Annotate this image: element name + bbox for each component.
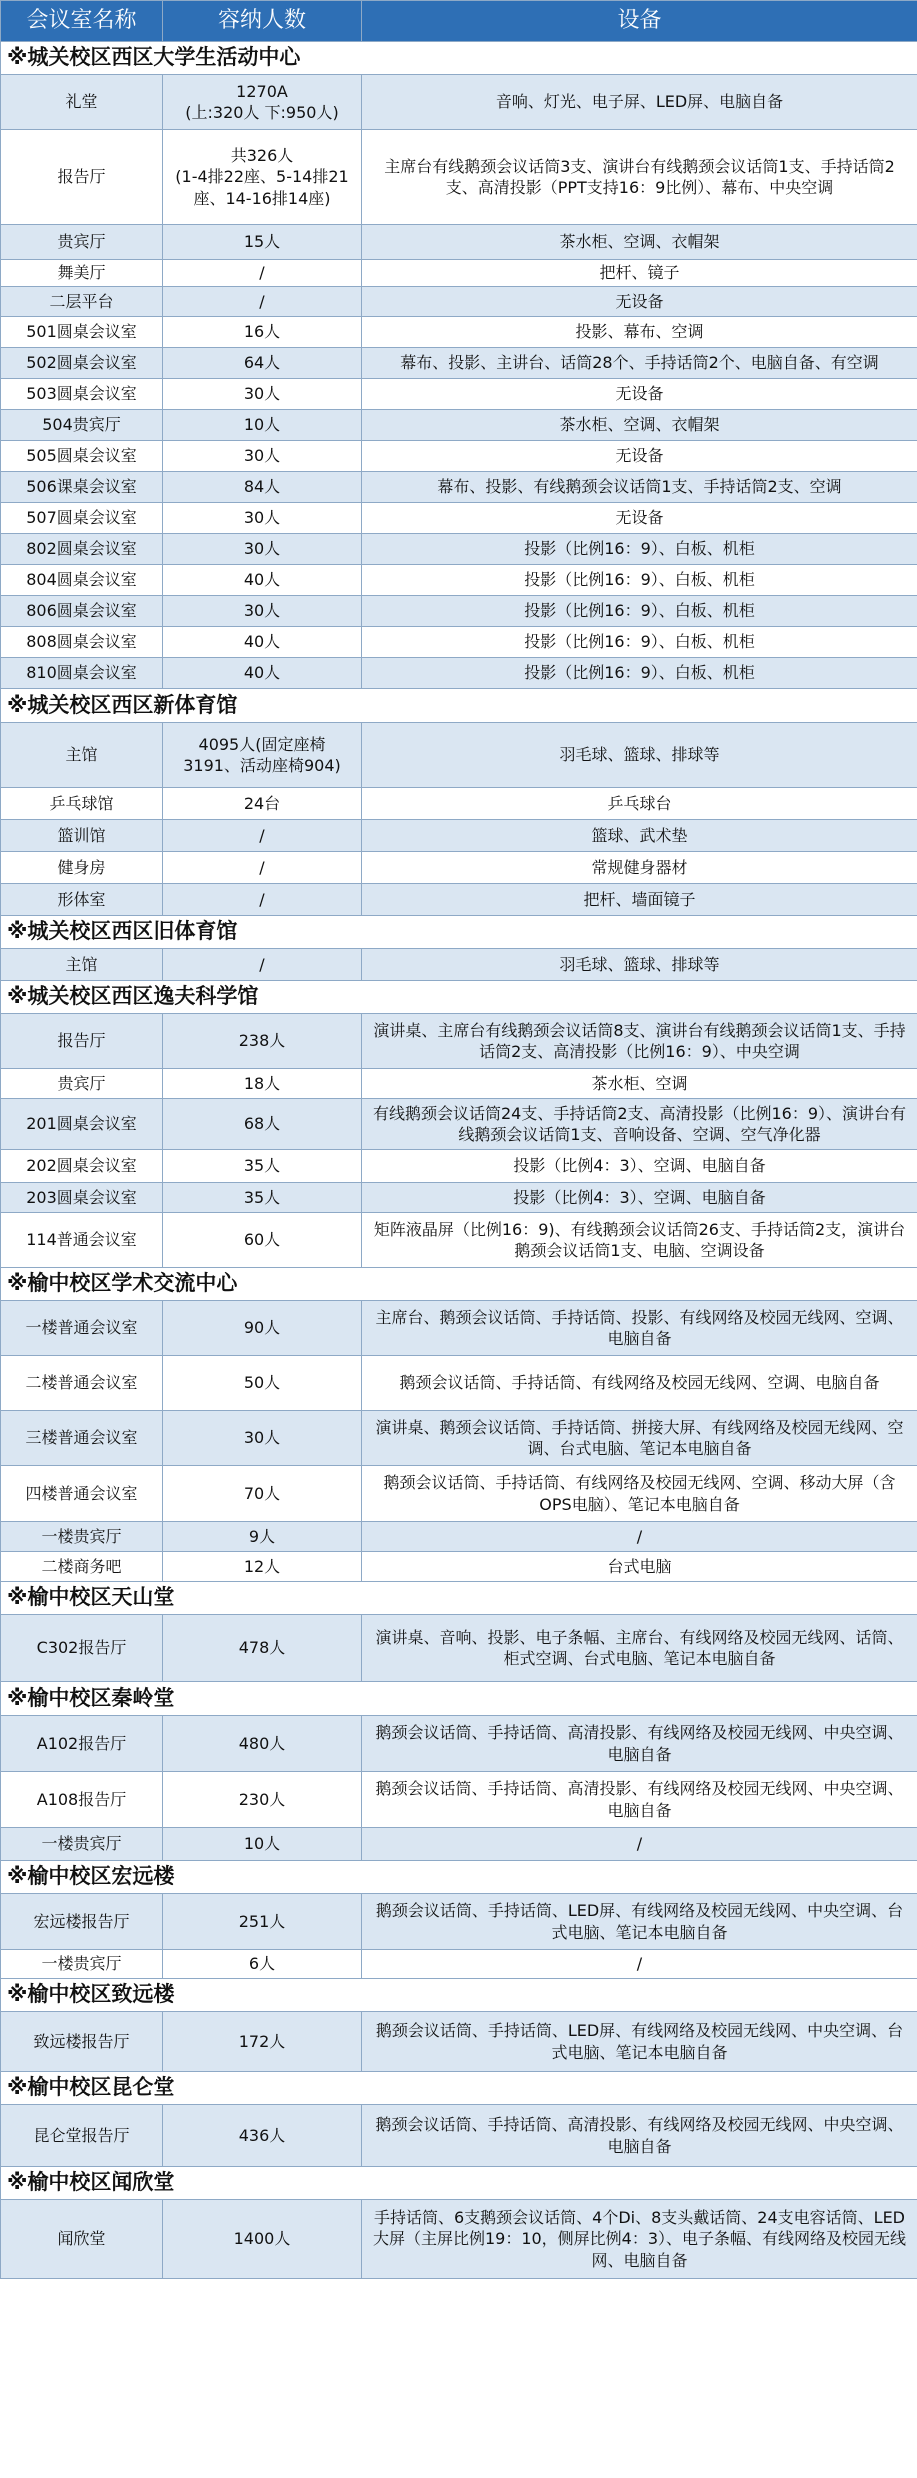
capacity-cell: 18人 bbox=[163, 1069, 362, 1099]
header-equipment: 设备 bbox=[362, 1, 917, 42]
room-name-cell: 主馆 bbox=[1, 949, 163, 981]
room-name-cell: 一楼普通会议室 bbox=[1, 1301, 163, 1356]
capacity-cell: / bbox=[163, 260, 362, 287]
table-row bbox=[1, 1069, 917, 1099]
capacity-cell: 68人 bbox=[163, 1099, 362, 1150]
capacity-cell: 15人 bbox=[163, 225, 362, 260]
capacity-cell: 35人 bbox=[163, 1183, 362, 1213]
table-row bbox=[1, 1950, 917, 1979]
equipment-cell: 把杆、墙面镜子 bbox=[362, 884, 917, 916]
table-row bbox=[1, 472, 917, 503]
equipment-cell: 乒乓球台 bbox=[362, 788, 917, 820]
room-name-cell: 篮训馆 bbox=[1, 820, 163, 852]
capacity-cell: 480人 bbox=[163, 1716, 362, 1772]
equipment-cell: 鹅颈会议话筒、手持话筒、有线网络及校园无线网、空调、电脑自备 bbox=[362, 1356, 917, 1411]
room-name-cell: 报告厅 bbox=[1, 130, 163, 225]
table-row bbox=[1, 2012, 917, 2072]
table-row bbox=[1, 949, 917, 981]
section-header-row bbox=[1, 42, 917, 75]
equipment-cell: 无设备 bbox=[362, 503, 917, 534]
room-name-cell: 闻欣堂 bbox=[1, 2200, 163, 2279]
capacity-cell: / bbox=[163, 852, 362, 884]
capacity-cell: 35人 bbox=[163, 1150, 362, 1183]
table-row bbox=[1, 503, 917, 534]
header-row bbox=[1, 1, 917, 42]
room-name-cell: 贵宾厅 bbox=[1, 1069, 163, 1099]
equipment-cell: 主席台、鹅颈会议话筒、手持话筒、投影、有线网络及校园无线网、空调、电脑自备 bbox=[362, 1301, 917, 1356]
capacity-cell: 30人 bbox=[163, 441, 362, 472]
table-row bbox=[1, 260, 917, 287]
equipment-cell: / bbox=[362, 1522, 917, 1552]
room-name-cell: 808圆桌会议室 bbox=[1, 627, 163, 658]
equipment-cell: 无设备 bbox=[362, 379, 917, 410]
section-header-row bbox=[1, 1861, 917, 1894]
equipment-cell: 茶水柜、空调 bbox=[362, 1069, 917, 1099]
section-title: ※榆中校区昆仑堂 bbox=[1, 2072, 917, 2105]
table-row bbox=[1, 788, 917, 820]
equipment-cell: 鹅颈会议话筒、手持话筒、高清投影、有线网络及校园无线网、中央空调、电脑自备 bbox=[362, 2105, 917, 2167]
table-row bbox=[1, 1894, 917, 1950]
room-name-cell: A108报告厅 bbox=[1, 1772, 163, 1828]
table-row bbox=[1, 1466, 917, 1522]
table-row bbox=[1, 1183, 917, 1213]
capacity-cell: / bbox=[163, 884, 362, 916]
equipment-cell: 鹅颈会议话筒、手持话筒、LED屏、有线网络及校园无线网、中央空调、台式电脑、笔记本电脑自备 bbox=[362, 1894, 917, 1950]
equipment-cell: 鹅颈会议话筒、手持话筒、LED屏、有线网络及校园无线网、中央空调、台式电脑、笔记本电脑自备 bbox=[362, 2012, 917, 2072]
room-name-cell: 贵宾厅 bbox=[1, 225, 163, 260]
table-row bbox=[1, 1615, 917, 1682]
section-header-row bbox=[1, 1682, 917, 1716]
equipment-cell: 无设备 bbox=[362, 441, 917, 472]
capacity-cell: 1400人 bbox=[163, 2200, 362, 2279]
table-row bbox=[1, 1356, 917, 1411]
table-row bbox=[1, 379, 917, 410]
table-row bbox=[1, 565, 917, 596]
section-title: ※榆中校区秦岭堂 bbox=[1, 1682, 917, 1716]
equipment-cell: 投影（比例16：9）、白板、机柜 bbox=[362, 565, 917, 596]
table-row bbox=[1, 723, 917, 788]
table-row bbox=[1, 534, 917, 565]
capacity-cell: 4095人(固定座椅3191、活动座椅904) bbox=[163, 723, 362, 788]
table-row bbox=[1, 287, 917, 317]
equipment-cell: / bbox=[362, 1950, 917, 1979]
capacity-cell: 30人 bbox=[163, 596, 362, 627]
section-title: ※城关校区西区新体育馆 bbox=[1, 689, 917, 723]
equipment-cell: 投影（比例16：9）、白板、机柜 bbox=[362, 534, 917, 565]
section-title: ※榆中校区学术交流中心 bbox=[1, 1268, 917, 1301]
section-header-row bbox=[1, 981, 917, 1014]
room-name-cell: 505圆桌会议室 bbox=[1, 441, 163, 472]
room-name-cell: 舞美厅 bbox=[1, 260, 163, 287]
capacity-cell: 172人 bbox=[163, 2012, 362, 2072]
room-name-cell: 802圆桌会议室 bbox=[1, 534, 163, 565]
capacity-cell: 30人 bbox=[163, 534, 362, 565]
capacity-cell: 90人 bbox=[163, 1301, 362, 1356]
table-row bbox=[1, 1552, 917, 1582]
section-header-row bbox=[1, 1582, 917, 1615]
capacity-cell: 24台 bbox=[163, 788, 362, 820]
table-body bbox=[1, 42, 917, 2279]
capacity-cell: 9人 bbox=[163, 1522, 362, 1552]
capacity-cell: 436人 bbox=[163, 2105, 362, 2167]
equipment-cell: 演讲桌、鹅颈会议话筒、手持话筒、拼接大屏、有线网络及校园无线网、空调、台式电脑、笔记本电脑自备 bbox=[362, 1411, 917, 1466]
equipment-cell: 幕布、投影、主讲台、话筒28个、手持话筒2个、电脑自备、有空调 bbox=[362, 348, 917, 379]
section-title: ※城关校区西区大学生活动中心 bbox=[1, 42, 917, 75]
header-capacity: 容纳人数 bbox=[163, 1, 362, 42]
equipment-cell: 常规健身器材 bbox=[362, 852, 917, 884]
room-name-cell: 一楼贵宾厅 bbox=[1, 1522, 163, 1552]
table-row bbox=[1, 130, 917, 225]
room-name-cell: 503圆桌会议室 bbox=[1, 379, 163, 410]
capacity-cell: 40人 bbox=[163, 658, 362, 689]
capacity-cell: 10人 bbox=[163, 410, 362, 441]
equipment-cell: 投影（比例16：9）、白板、机柜 bbox=[362, 658, 917, 689]
room-name-cell: 806圆桌会议室 bbox=[1, 596, 163, 627]
room-name-cell: 二楼商务吧 bbox=[1, 1552, 163, 1582]
capacity-cell: 30人 bbox=[163, 379, 362, 410]
room-name-cell: 致远楼报告厅 bbox=[1, 2012, 163, 2072]
table-row bbox=[1, 348, 917, 379]
equipment-cell: 鹅颈会议话筒、手持话筒、有线网络及校园无线网、空调、移动大屏（含OPS电脑）、笔记本电脑自备 bbox=[362, 1466, 917, 1522]
section-title: ※城关校区西区逸夫科学馆 bbox=[1, 981, 917, 1014]
capacity-cell: 30人 bbox=[163, 503, 362, 534]
equipment-cell: 音响、灯光、电子屏、LED屏、电脑自备 bbox=[362, 75, 917, 130]
equipment-cell: 投影（比例16：9）、白板、机柜 bbox=[362, 596, 917, 627]
room-name-cell: A102报告厅 bbox=[1, 1716, 163, 1772]
table-row bbox=[1, 1150, 917, 1183]
table-row bbox=[1, 820, 917, 852]
table-row bbox=[1, 1014, 917, 1069]
table-row bbox=[1, 1828, 917, 1861]
equipment-cell: 把杆、镜子 bbox=[362, 260, 917, 287]
capacity-cell: 30人 bbox=[163, 1411, 362, 1466]
table-row bbox=[1, 1522, 917, 1552]
equipment-cell: 鹅颈会议话筒、手持话筒、高清投影、有线网络及校园无线网、中央空调、电脑自备 bbox=[362, 1716, 917, 1772]
capacity-cell: 230人 bbox=[163, 1772, 362, 1828]
section-header-row bbox=[1, 916, 917, 949]
room-name-cell: 502圆桌会议室 bbox=[1, 348, 163, 379]
room-name-cell: 形体室 bbox=[1, 884, 163, 916]
capacity-cell: 60人 bbox=[163, 1213, 362, 1268]
capacity-cell: / bbox=[163, 820, 362, 852]
equipment-cell: 羽毛球、篮球、排球等 bbox=[362, 723, 917, 788]
capacity-cell: 64人 bbox=[163, 348, 362, 379]
room-name-cell: 202圆桌会议室 bbox=[1, 1150, 163, 1183]
section-header-row bbox=[1, 689, 917, 723]
table-row bbox=[1, 2105, 917, 2167]
capacity-cell: 1270A (上:320人 下:950人) bbox=[163, 75, 362, 130]
table-row bbox=[1, 884, 917, 916]
section-header-row bbox=[1, 2167, 917, 2200]
equipment-cell: 茶水柜、空调、衣帽架 bbox=[362, 225, 917, 260]
capacity-cell: 251人 bbox=[163, 1894, 362, 1950]
equipment-cell: 主席台有线鹅颈会议话筒3支、演讲台有线鹅颈会议话筒1支、手持话筒2支、高清投影（PPT支持16：9比例）、幕布、中央空调 bbox=[362, 130, 917, 225]
capacity-cell: 40人 bbox=[163, 565, 362, 596]
section-header-row bbox=[1, 1268, 917, 1301]
table-row bbox=[1, 225, 917, 260]
room-name-cell: 804圆桌会议室 bbox=[1, 565, 163, 596]
capacity-cell: 40人 bbox=[163, 627, 362, 658]
room-name-cell: C302报告厅 bbox=[1, 1615, 163, 1682]
room-name-cell: 114普通会议室 bbox=[1, 1213, 163, 1268]
room-name-cell: 报告厅 bbox=[1, 1014, 163, 1069]
room-name-cell: 健身房 bbox=[1, 852, 163, 884]
equipment-cell: 篮球、武术垫 bbox=[362, 820, 917, 852]
equipment-cell: 演讲桌、主席台有线鹅颈会议话筒8支、演讲台有线鹅颈会议话筒1支、手持话筒2支、高清投影（比例16：9）、中央空调 bbox=[362, 1014, 917, 1069]
table-row bbox=[1, 1772, 917, 1828]
section-title: ※榆中校区天山堂 bbox=[1, 1582, 917, 1615]
table-row bbox=[1, 1301, 917, 1356]
capacity-cell: 84人 bbox=[163, 472, 362, 503]
capacity-cell: 238人 bbox=[163, 1014, 362, 1069]
room-name-cell: 一楼贵宾厅 bbox=[1, 1950, 163, 1979]
room-name-cell: 二楼普通会议室 bbox=[1, 1356, 163, 1411]
table-row bbox=[1, 1411, 917, 1466]
room-name-cell: 昆仑堂报告厅 bbox=[1, 2105, 163, 2167]
capacity-cell: 6人 bbox=[163, 1950, 362, 1979]
room-name-cell: 礼堂 bbox=[1, 75, 163, 130]
table-row bbox=[1, 410, 917, 441]
room-name-cell: 203圆桌会议室 bbox=[1, 1183, 163, 1213]
equipment-cell: 有线鹅颈会议话筒24支、手持话筒2支、高清投影（比例16：9）、演讲台有线鹅颈会议话筒1支、音响设备、空调、空气净化器 bbox=[362, 1099, 917, 1150]
capacity-cell: 70人 bbox=[163, 1466, 362, 1522]
capacity-cell: 共326人 (1-4排22座、5-14排21座、14-16排14座) bbox=[163, 130, 362, 225]
equipment-cell: 羽毛球、篮球、排球等 bbox=[362, 949, 917, 981]
room-name-cell: 501圆桌会议室 bbox=[1, 317, 163, 348]
capacity-cell: 10人 bbox=[163, 1828, 362, 1861]
capacity-cell: / bbox=[163, 287, 362, 317]
room-name-cell: 810圆桌会议室 bbox=[1, 658, 163, 689]
room-name-cell: 507圆桌会议室 bbox=[1, 503, 163, 534]
room-name-cell: 一楼贵宾厅 bbox=[1, 1828, 163, 1861]
equipment-cell: 矩阵液晶屏（比例16：9)、有线鹅颈会议话筒26支、手持话筒2支，演讲台鹅颈会议话筒1支、电脑、空调设备 bbox=[362, 1213, 917, 1268]
table-row bbox=[1, 627, 917, 658]
room-name-cell: 201圆桌会议室 bbox=[1, 1099, 163, 1150]
table-row bbox=[1, 658, 917, 689]
room-name-cell: 三楼普通会议室 bbox=[1, 1411, 163, 1466]
capacity-cell: 478人 bbox=[163, 1615, 362, 1682]
section-title: ※城关校区西区旧体育馆 bbox=[1, 916, 917, 949]
capacity-cell: 16人 bbox=[163, 317, 362, 348]
equipment-cell: 茶水柜、空调、衣帽架 bbox=[362, 410, 917, 441]
equipment-cell: 演讲桌、音响、投影、电子条幅、主席台、有线网络及校园无线网、话筒、柜式空调、台式电脑、笔记本电脑自备 bbox=[362, 1615, 917, 1682]
equipment-cell: 无设备 bbox=[362, 287, 917, 317]
room-name-cell: 主馆 bbox=[1, 723, 163, 788]
capacity-cell: 12人 bbox=[163, 1552, 362, 1582]
equipment-cell: / bbox=[362, 1828, 917, 1861]
table-row bbox=[1, 1213, 917, 1268]
table-row bbox=[1, 852, 917, 884]
section-header-row bbox=[1, 2072, 917, 2105]
section-title: ※榆中校区宏远楼 bbox=[1, 1861, 917, 1894]
room-name-cell: 504贵宾厅 bbox=[1, 410, 163, 441]
section-title: ※榆中校区致远楼 bbox=[1, 1979, 917, 2012]
room-name-cell: 二层平台 bbox=[1, 287, 163, 317]
equipment-cell: 鹅颈会议话筒、手持话筒、高清投影、有线网络及校园无线网、中央空调、电脑自备 bbox=[362, 1772, 917, 1828]
equipment-cell: 投影（比例4：3）、空调、电脑自备 bbox=[362, 1183, 917, 1213]
table-row bbox=[1, 441, 917, 472]
table-row bbox=[1, 596, 917, 627]
equipment-cell: 投影（比例16：9）、白板、机柜 bbox=[362, 627, 917, 658]
room-name-cell: 506课桌会议室 bbox=[1, 472, 163, 503]
equipment-cell: 幕布、投影、有线鹅颈会议话筒1支、手持话筒2支、空调 bbox=[362, 472, 917, 503]
table-row bbox=[1, 317, 917, 348]
section-title: ※榆中校区闻欣堂 bbox=[1, 2167, 917, 2200]
table-row bbox=[1, 1716, 917, 1772]
equipment-cell: 投影、幕布、空调 bbox=[362, 317, 917, 348]
section-header-row bbox=[1, 1979, 917, 2012]
table-row bbox=[1, 2200, 917, 2279]
room-name-cell: 乒乓球馆 bbox=[1, 788, 163, 820]
table-row bbox=[1, 1099, 917, 1150]
equipment-cell: 投影（比例4：3）、空调、电脑自备 bbox=[362, 1150, 917, 1183]
capacity-cell: / bbox=[163, 949, 362, 981]
capacity-cell: 50人 bbox=[163, 1356, 362, 1411]
room-name-cell: 四楼普通会议室 bbox=[1, 1466, 163, 1522]
header-room-name: 会议室名称 bbox=[1, 1, 163, 42]
equipment-cell: 台式电脑 bbox=[362, 1552, 917, 1582]
room-name-cell: 宏远楼报告厅 bbox=[1, 1894, 163, 1950]
equipment-cell: 手持话筒、6支鹅颈会议话筒、4个Di、8支头戴话筒、24支电容话筒、LED大屏（主屏比例19：10，侧屏比例4：3）、电子条幅、有线网络及校园无线网、电脑自备 bbox=[362, 2200, 917, 2279]
table-row bbox=[1, 75, 917, 130]
